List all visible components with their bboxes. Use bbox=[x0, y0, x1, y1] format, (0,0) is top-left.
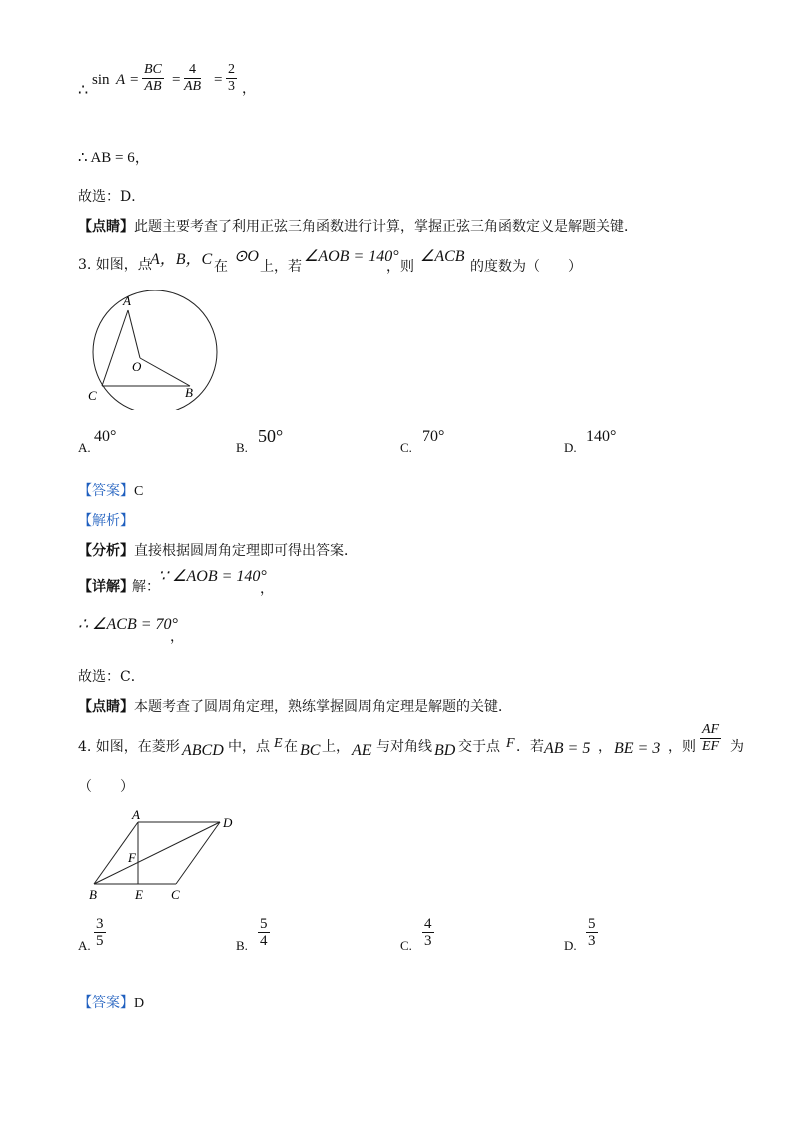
ab-equals-5: AB = 5 bbox=[544, 740, 591, 757]
fraction-4-ab bbox=[184, 62, 201, 95]
option-letter: B. bbox=[236, 938, 248, 953]
option-letter: D. bbox=[564, 440, 577, 455]
circle-figure bbox=[80, 290, 230, 410]
equals-sign: = bbox=[172, 72, 181, 88]
option-letter: A. bbox=[78, 938, 91, 953]
answer-tag: 【答案】 bbox=[78, 483, 134, 499]
fraction-numerator: 2 bbox=[228, 62, 235, 77]
comma: ， bbox=[242, 81, 256, 97]
rhombus-abcd: ABCD bbox=[182, 742, 224, 759]
option-value: 140° bbox=[586, 428, 617, 445]
q3-stem-part: 3. 如图，点 bbox=[78, 257, 152, 273]
choice-line-c: 故选：C． bbox=[78, 669, 145, 685]
q3-fenxi bbox=[78, 540, 358, 560]
label-c: C bbox=[171, 887, 180, 902]
analysis-tag: 【解析】 bbox=[78, 513, 134, 529]
q4-stem-part: 为 bbox=[730, 739, 744, 755]
point-e: E bbox=[274, 736, 283, 751]
fraction-denominator: 5 bbox=[96, 933, 104, 949]
detail-given-angle: ∵ ∠AOB = 140° bbox=[158, 568, 267, 585]
q4-stem-part: 与对角线 bbox=[376, 739, 432, 755]
q3-stem-part: ，则 bbox=[386, 259, 414, 275]
ab-equals-6: ∴ AB = 6， bbox=[78, 150, 150, 166]
fraction-af-ef bbox=[700, 722, 721, 755]
fraction-denominator: AB bbox=[144, 79, 162, 94]
therefore-symbol: ∴ bbox=[78, 80, 89, 99]
q4-comma: ， bbox=[598, 739, 612, 755]
equals-sign: = bbox=[130, 72, 139, 88]
rhombus-figure bbox=[84, 806, 244, 906]
option-value: 40° bbox=[94, 428, 117, 445]
fraction-numerator: BC bbox=[144, 62, 162, 77]
fraction-numerator: 5 bbox=[588, 916, 596, 932]
q4-stem-part: ，则 bbox=[668, 739, 696, 755]
label-o: O bbox=[132, 359, 142, 374]
fenxi-text: 直接根据圆周角定理即可得出答案． bbox=[134, 543, 358, 559]
comment-text: 本题考查了圆周角定理，熟练掌握圆周角定理是解题的关键． bbox=[134, 699, 512, 715]
option-fraction bbox=[94, 916, 106, 949]
segment-ob bbox=[140, 358, 190, 386]
q4-answer-paren: （ ） bbox=[78, 779, 134, 795]
answer-value: D bbox=[134, 996, 145, 1011]
diagonal-bd: BD bbox=[434, 742, 456, 759]
fraction-numerator: 3 bbox=[96, 916, 104, 932]
q4-stem-part: 交于点 bbox=[458, 739, 500, 755]
choice-line-d: 故选：D． bbox=[78, 189, 146, 205]
fraction-denominator: 3 bbox=[588, 933, 596, 949]
q4-stem-part: 中，点 bbox=[228, 739, 270, 755]
option-fraction bbox=[586, 916, 598, 949]
q3-stem-part: 的度数为（ ） bbox=[470, 259, 582, 275]
detail-prefix: 解： bbox=[132, 579, 160, 595]
comment-line-2 bbox=[78, 696, 512, 716]
sin-label: sin bbox=[92, 72, 110, 88]
fraction-bc-ab bbox=[142, 62, 164, 95]
question-3-stem bbox=[78, 250, 778, 280]
label-d: D bbox=[223, 815, 233, 830]
comment-text: 此题主要考查了利用正弦三角函数进行计算，掌握正弦三角函数定义是解题关键． bbox=[134, 219, 638, 235]
fraction-numerator: AF bbox=[702, 722, 720, 737]
angle-acb-equals-70: ∴ ∠ACB = 70° bbox=[78, 616, 178, 633]
given-angle-aob: ∠AOB = 140° bbox=[304, 248, 399, 265]
q3-points: A，B，C bbox=[150, 251, 213, 268]
step-comma: ， bbox=[170, 629, 184, 645]
label-b: B bbox=[185, 385, 193, 400]
detail-tag: 【详解】 bbox=[78, 579, 134, 595]
label-f: F bbox=[128, 850, 136, 865]
option-fraction bbox=[422, 916, 434, 949]
option-value: 70° bbox=[422, 428, 445, 445]
q3-stem-part: 上，若 bbox=[260, 259, 302, 275]
answer-value: C bbox=[134, 484, 144, 499]
label-a: A bbox=[123, 293, 131, 308]
q4-stem-part: 4. 如图，在菱形 bbox=[78, 739, 180, 755]
diagonal-bd bbox=[94, 822, 220, 884]
fraction-denominator: 3 bbox=[228, 79, 235, 94]
option-value: 50° bbox=[258, 426, 284, 446]
fraction-numerator: 4 bbox=[184, 62, 201, 79]
fraction-denominator: EF bbox=[702, 739, 720, 754]
point-f: F bbox=[506, 736, 515, 751]
segment-ac bbox=[102, 310, 128, 386]
equals-sign: = bbox=[214, 72, 223, 88]
fenxi-tag: 【分析】 bbox=[78, 543, 134, 559]
q4-stem-part: 在 bbox=[284, 739, 298, 755]
segment-ao bbox=[128, 310, 140, 358]
segment-ae: AE bbox=[352, 742, 372, 759]
label-b: B bbox=[89, 887, 97, 902]
label-e: E bbox=[135, 887, 143, 902]
label-c: C bbox=[88, 388, 97, 403]
option-letter: C. bbox=[400, 440, 412, 455]
target-angle-acb: ∠ACB bbox=[420, 248, 465, 265]
option-letter: A. bbox=[78, 440, 91, 455]
question-4-stem bbox=[78, 722, 788, 768]
fraction-denominator: AB bbox=[184, 79, 202, 94]
comment-tag: 【点睛】 bbox=[78, 699, 134, 715]
q4-answer bbox=[78, 992, 144, 1012]
segment-cd bbox=[176, 822, 220, 884]
comment-tag: 【点睛】 bbox=[78, 219, 134, 235]
fraction-numerator: 5 bbox=[260, 916, 268, 932]
fraction-denominator: 3 bbox=[424, 933, 432, 949]
q4-stem-part: ．若 bbox=[516, 739, 544, 755]
segment-bc: BC bbox=[300, 742, 321, 759]
angle-A: A bbox=[116, 72, 126, 88]
circle-o-outline bbox=[93, 290, 217, 410]
fraction-denominator: 4 bbox=[260, 933, 268, 949]
be-equals-3: BE = 3 bbox=[614, 740, 661, 757]
q4-stem-part: 上， bbox=[322, 739, 350, 755]
option-letter: B. bbox=[236, 440, 248, 455]
option-letter: C. bbox=[400, 938, 412, 953]
circle-o: ⊙O bbox=[234, 248, 259, 265]
fraction-numerator: 4 bbox=[424, 916, 432, 932]
q3-stem-part: 在 bbox=[214, 259, 228, 275]
label-a: A bbox=[132, 807, 140, 822]
comment-line-1 bbox=[78, 216, 638, 236]
q3-step bbox=[78, 614, 278, 644]
option-letter: D. bbox=[564, 938, 577, 953]
detail-comma: ， bbox=[260, 581, 274, 597]
fraction-2-3 bbox=[226, 62, 237, 95]
q3-answer bbox=[78, 480, 143, 500]
option-fraction bbox=[258, 916, 270, 949]
q3-detail bbox=[78, 566, 378, 596]
answer-tag: 【答案】 bbox=[78, 995, 134, 1011]
